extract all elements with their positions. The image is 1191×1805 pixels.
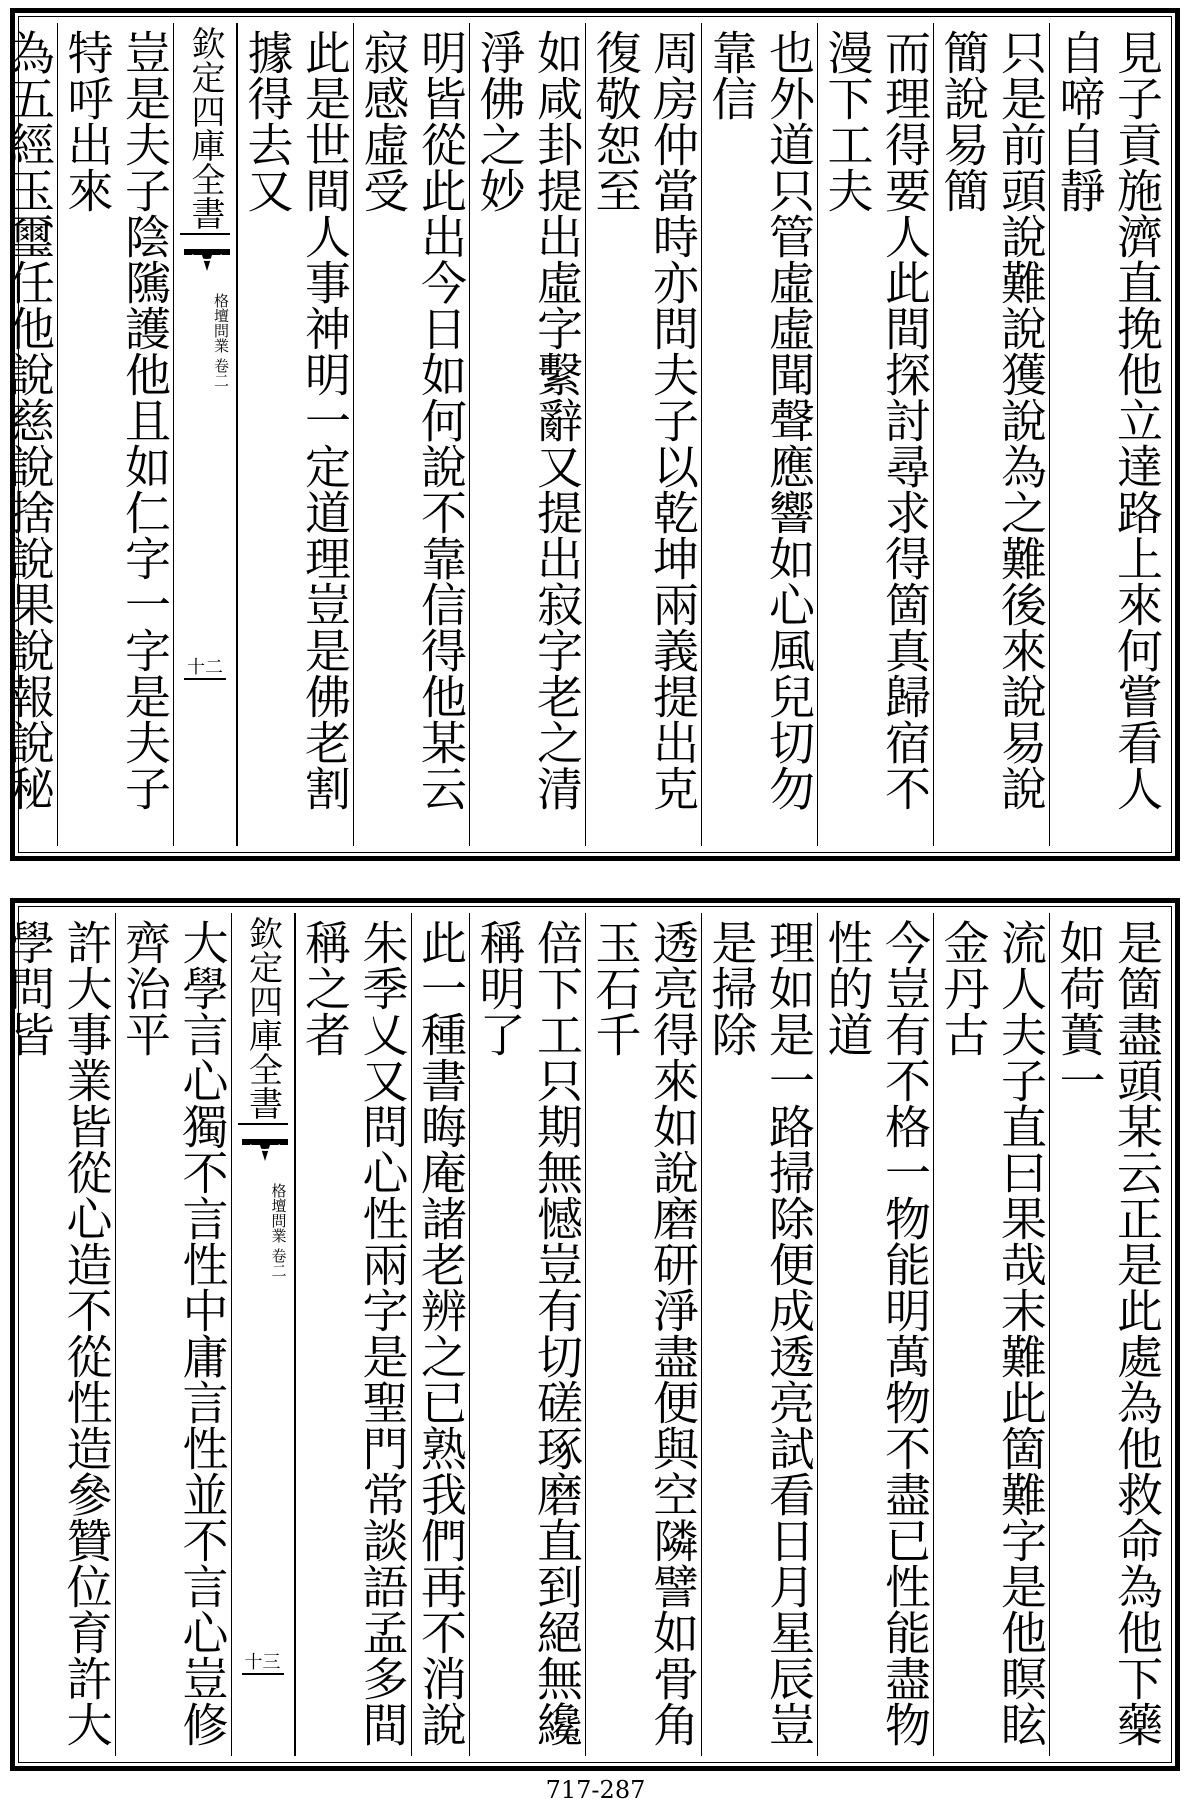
text-column: 為五經玉璽任他說慈說捨說果說報說秘 xyxy=(0,23,57,846)
text-column: 是箇盡頭某云正是此處為他救命為他下藥如荷蕢一 xyxy=(1049,913,1165,1756)
column-container-top xyxy=(2,23,1165,846)
text-column: 此一種書晦庵諸老辨之已熟我們再不消說 xyxy=(411,913,470,1756)
page-number-rule xyxy=(184,678,226,680)
text-column: 今豈有不格一物能明萬物不盡已性能盡物性的道 xyxy=(817,913,933,1756)
text-column: 明皆從此出今日如何說不靠信得他某云寂感虛受 xyxy=(353,23,469,846)
page-number: 十二 xyxy=(187,657,223,678)
fishtail-ornament-icon xyxy=(240,1135,290,1165)
text-column: 只是前頭說難說獲說為之難後來說易說簡說易簡 xyxy=(933,23,1049,846)
book-title: 欽定四庫全書 xyxy=(180,23,230,235)
volume-label: 格壇問業 卷二 xyxy=(269,1183,288,1278)
text-column: 朱季乂又問心性兩字是聖門常談語孟多間稱之者 xyxy=(295,913,411,1756)
text-column: 周房仲當時亦問夫子以乾坤兩義提出克復敬恕至 xyxy=(585,23,701,846)
text-column: 理如是一路掃除便成透亮試看日月星辰豈是掃除 xyxy=(701,913,817,1756)
text-column: 如咸卦提出虛字繫辭又提出寂字老之清淨佛之妙 xyxy=(469,23,585,846)
center-spine xyxy=(173,23,237,846)
page-number-rule xyxy=(242,1673,284,1675)
page-number: 十三 xyxy=(244,1652,281,1673)
text-column: 豈是夫子陰隲護他且如仁字一字是夫子特呼出來 xyxy=(57,23,173,846)
book-title: 欽定四庫全書 xyxy=(238,913,288,1125)
text-column: 許大事業皆從心造不從性造參贊位育許大學問皆 xyxy=(0,913,115,1756)
page-code: 717-287 xyxy=(545,1776,646,1804)
page-panel-bottom xyxy=(2,898,1180,1771)
column-container-bottom xyxy=(2,913,1165,1756)
text-column: 流人夫子直曰果哉末難此箇難字是他瞑眩金丹古 xyxy=(933,913,1049,1756)
text-column: 見子貢施濟直挽他立達路上來何嘗看人自啼自靜 xyxy=(1049,23,1165,846)
center-spine xyxy=(231,913,295,1756)
page-panel-top xyxy=(2,8,1180,861)
volume-label: 格壇問業 卷二 xyxy=(212,293,230,388)
fishtail-ornament-icon xyxy=(182,245,232,275)
text-column: 而理得要人此間探討尋求得箇真歸宿不漫下工夫 xyxy=(817,23,933,846)
text-column: 此是世間人事神明一定道理豈是佛老割據得去又 xyxy=(237,23,353,846)
text-column: 大學言心獨不言性中庸言性並不言心豈修齊治平 xyxy=(115,913,231,1756)
text-column: 透亮得來如說磨研淨盡便與空隣譬如骨角玉石千 xyxy=(585,913,701,1756)
text-column: 也外道只管虛虛聞聲應響如心風兒切勿靠信 xyxy=(701,23,817,846)
text-column: 倍下工只期無憾豈有切磋琢磨直到絕無纔稱明了 xyxy=(469,913,585,1756)
